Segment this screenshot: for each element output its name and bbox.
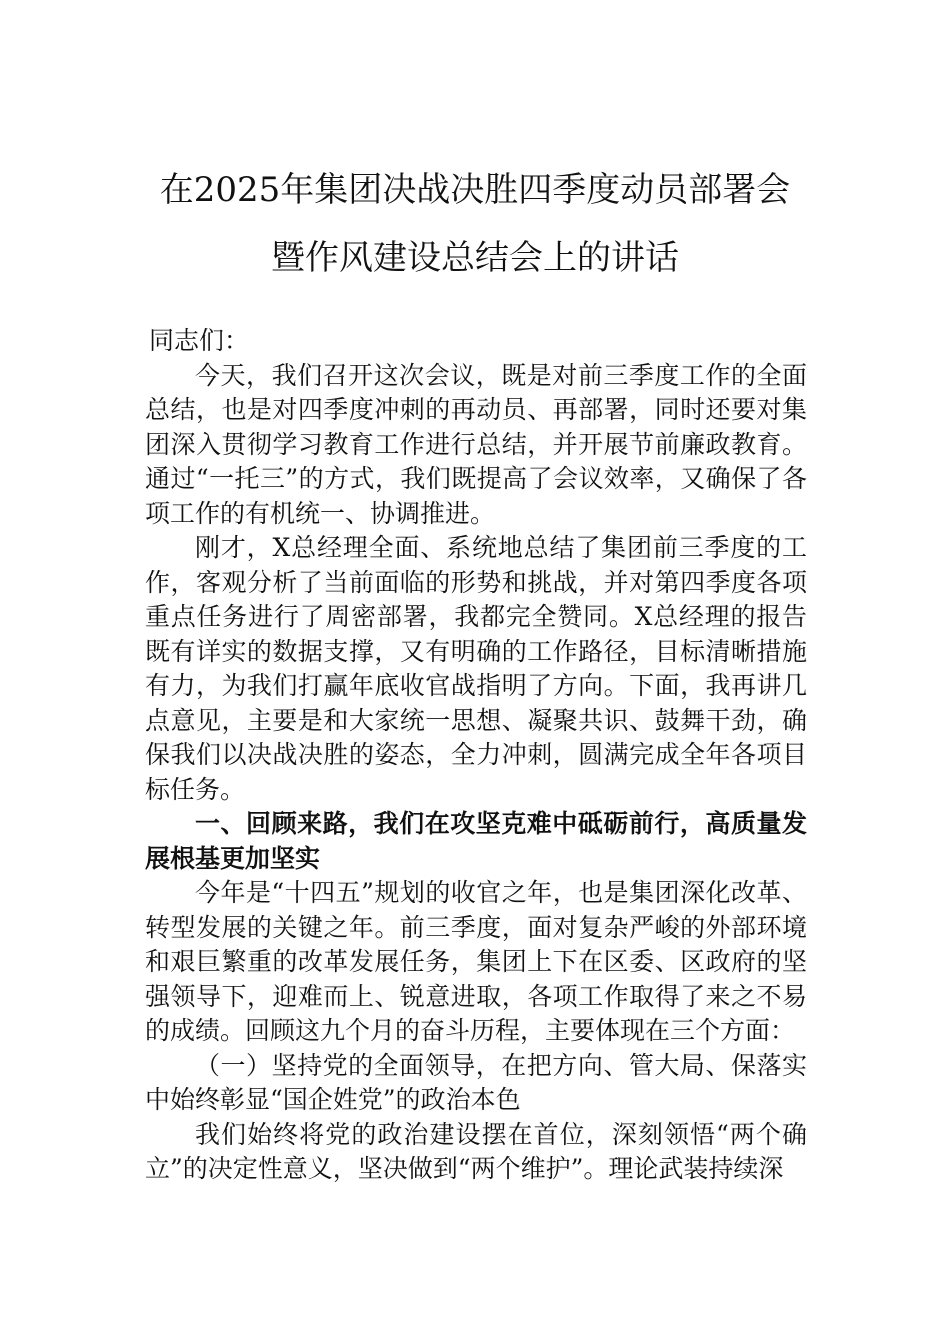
paragraph-3: 今年是“十四五”规划的收官之年，也是集团深化改革、转型发展的关键之年。前三季度，面对复杂严峻的外部环境和艰巨繁重的改革发展任务，集团上下在区委、区政府的坚强领导下，迎难而上、锐意进取，各项工作取得了来之不易的成绩。回顾这九个月的奋斗历程，主要体现在三个方面：	[145, 878, 807, 1045]
paragraph-1: 今天，我们召开这次会议，既是对前三季度工作的全面总结，也是对四季度冲刺的再动员、再部署，同时还要对集团深入贯彻学习教育工作进行总结，并开展节前廉政教育。通过“一托三”的方式，我们既提高了会议效率，又确保了各项工作的有机统一、协调推进。	[145, 360, 807, 528]
subsection-heading-1: （一）坚持党的全面领导，在把方向、管大局、保落实中始终彰显“国企姓党”的政治本色	[145, 1050, 807, 1114]
document-title-line2: 暨作风建设总结会上的讲话	[271, 238, 679, 278]
document-title-line1: 在2025年集团决战决胜四季度动员部署会	[159, 170, 791, 210]
paragraph-4: 我们始终将党的政治建设摆在首位，深刻领悟“两个确立”的决定性意义，坚决做到“两个维护”。理论武装持续深	[145, 1119, 807, 1183]
salutation: 同志们：	[149, 326, 250, 355]
section-heading-1: 一、回顾来路，我们在攻坚克难中砥砺前行，高质量发展根基更加坚实	[145, 809, 807, 873]
paragraph-2: 刚才，X总经理全面、系统地总结了集团前三季度的工作，客观分析了当前面临的形势和挑战，并对第四季度各项重点任务进行了周密部署，我都完全赞同。X总经理的报告既有详实的数据支撑，又有明确的工作路径，目标清晰措施有力，为我们打赢年底收官战指明了方向。下面，我再讲几点意见，主要是和大家统一思想、凝聚共识、鼓舞干劲，确保我们以决战决胜的姿态，全力冲刺，圆满完成全年各项目标任务。	[145, 533, 807, 804]
document-body	[145, 324, 807, 1187]
